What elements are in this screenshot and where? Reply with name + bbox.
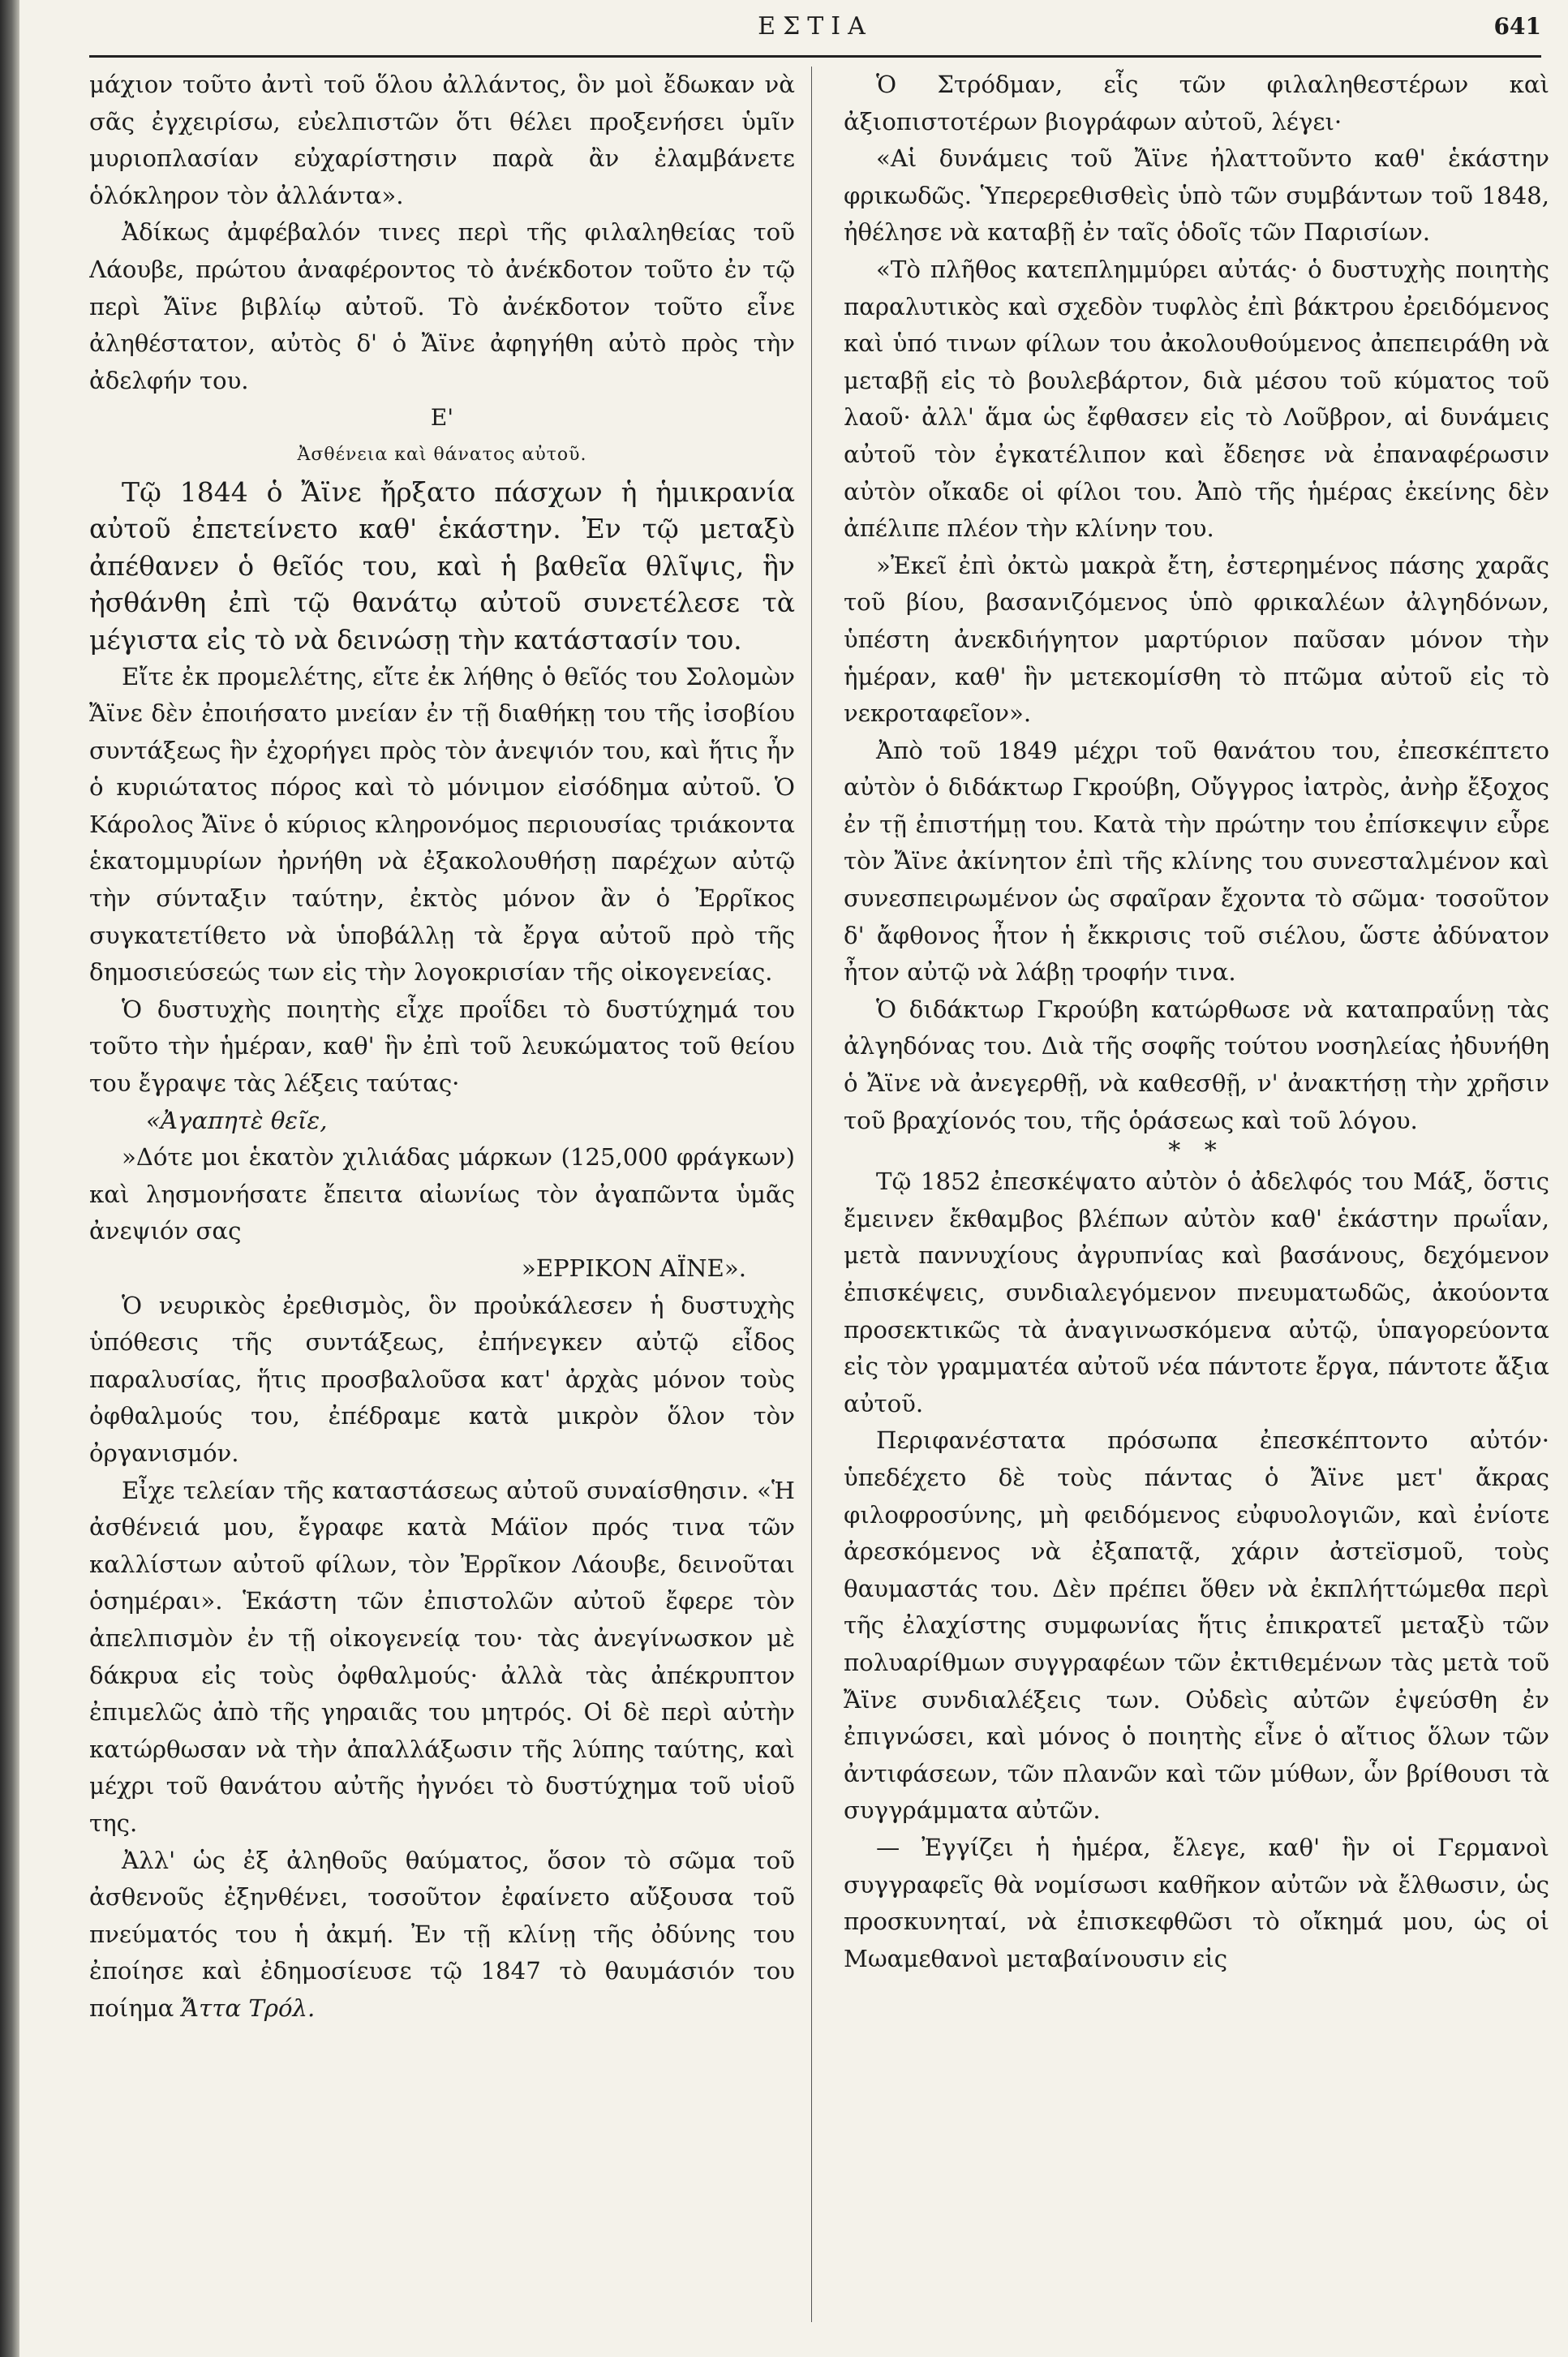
poem-title: Ἄττα Τρόλ.: [181, 1994, 316, 2022]
letter-signature: »ΕΡΡΙΚΟΝ ΑΪΝΕ».: [521, 1254, 746, 1282]
paragraph: Περιφανέστατα πρόσωπα ἐπεσκέπτοντο αὐτόν· ὑπεδέχετο δὲ τοὺς πάντας ὁ Ἄϊνε μετ' ἄκρας φιλοφροσύνης, μὴ φειδόμενος εὐφυολογιῶν, καὶ ἐνίοτε ἀρεσκόμενος νὰ ἐξαπατᾷ, χάριν ἀστεϊσμοῦ, τοὺς θαυμαστάς του. Δὲν πρέπει ὅθεν νὰ ἐκπλήττώμεθα περὶ τῆς ἐλαχίστης συμφωνίας ἥτις ἐπικρατεῖ μεταξὺ τῶν πολυαρίθμων συγγραφέων τῶν ἐκτιθεμένων τὰς μετὰ τοῦ Ἄϊνε συνδιαλέξεις των. Οὐδεὶς αὐτῶν ἐψεύσθη ἐν ἐπιγνώσει, καὶ μόνος ὁ ποιητὴς εἶνε ὁ αἴτιος ὅλων τῶν ἀντιφάσεων, τῶν πλανῶν καὶ τῶν μύθων, ὧν βρίθουσι τὰ συγγράμματα αὐτῶν.: [844, 1426, 1549, 1825]
left-column: [89, 67, 795, 2338]
paragraph: Εἴτε ἐκ προμελέτης, εἴτε ἐκ λήθης ὁ θεῖός του Σολομὼν Ἄϊνε δὲν ἐποιήσατο μνείαν ἐν τῇ διαθήκῃ του τῆς ἰσοβίου συντάξεως ἣν ἐχορήγει πρὸς τὸν ἀνεψιόν του, καὶ ἥτις ἦν ὁ κυριώτατος πόρος καὶ τὸ μόνιμον εἰσόδημα αὐτοῦ. Ὁ Κάρολος Ἄϊνε ὁ κύριος κληρονόμος περιουσίας τριάκοντα ἑκατομμυρίων ἠρνήθη νὰ ἐξακολουθήσῃ παρέχων αὐτῷ τὴν σύνταξιν ταύτην, ἐκτὸς μόνον ἂν ὁ Ἐρρῖκος συγκατετίθετο νὰ ὑποβάλλῃ τὰ ἔργα αὐτοῦ πρὸ τῆς δημοσιεύσεώς των εἰς τὴν λογοκρισίαν τῆς οἰκογενείας.: [89, 662, 795, 987]
book-binding-edge: [0, 0, 19, 2357]
paragraph: [89, 1843, 795, 2028]
paragraph: Τῷ 1844 ὁ Ἄϊνε ἤρξατο πάσχων ἡ ἡμικρανία αὐτοῦ ἐπετείνετο καθ' ἑκάστην. Ἐν τῷ μεταξὺ ἀπέθανεν ὁ θεῖός του, καὶ ἡ βαθεῖα θλῖψις, ἣν ἠσθάνθη ἐπὶ τῷ θανάτῳ αὐτοῦ συνετέλεσε τὰ μέγιστα εἰς τὸ νὰ δεινώσῃ τὴν κατάστασίν του.: [89, 475, 795, 656]
page-number: 641: [1493, 13, 1541, 40]
section-title: Ἀσθένεια καὶ θάνατος αὐτοῦ.: [297, 444, 587, 465]
paragraph: — Ἐγγίζει ἡ ἡμέρα, ἔλεγε, καθ' ἣν οἱ Γερμανοὶ συγγραφεῖς θὰ νομίσωσι καθῆκον αὐτῶν νὰ ἔλθωσιν, ὡς προσκυνηταί, νὰ ἐπισκεφθῶσι τὸ οἴκημά μου, ὡς οἱ Μωαμεθανοὶ μεταβαίνουσιν εἰς: [844, 1833, 1549, 1972]
paragraph: Ὁ νευρικὸς ἐρεθισμὸς, ὃν προὐκάλεσεν ἡ δυστυχὴς ὑπόθεσις τῆς συντάξεως, ἐπήνεγκεν αὐτῷ εἶδος παραλυσίας, ἥτις προσβαλοῦσα κατ' ἀρχὰς μόνον τοὺς ὀφθαλμούς του, ἐπέδραμε κατὰ μικρὸν ὅλον τὸν ὀργανισμόν.: [89, 1291, 795, 1467]
paragraph: Εἶχε τελείαν τῆς καταστάσεως αὐτοῦ συναίσθησιν. «Ἡ ἀσθένειά μου, ἔγραφε κατὰ Μάϊον πρός τινα τῶν καλλίστων αὐτοῦ φίλων, τὸν Ἐρρῖκον Λάουβε, δεινοῦται ὁσημέραι». Ἑκάστη τῶν ἐπιστολῶν αὐτοῦ ἔφερε τὸν ἀπελπισμὸν ἐν τῇ οἰκογενείᾳ του· τὰς ἀνεγίνωσκον μὲ δάκρυα εἰς τοὺς ὀφθαλμούς· ἀλλὰ τὰς ἀπέκρυπτον ἐπιμελῶς ἀπὸ τῆς γηραιᾶς του μητρός. Οἱ δὲ περὶ αὐτὴν κατώρθωσαν νὰ τὴν ἀπαλλάξωσιν τῆς λύπης ταύτης, καὶ μέχρι τοῦ θανάτου αὐτῆς ἠγνόει τὸ δυστύχημα τοῦ υἱοῦ της.: [89, 1476, 795, 1837]
paragraph-text: Ἀλλ' ὡς ἐξ ἀληθοῦς θαύματος, ὅσον τὸ σῶμα τοῦ ἀσθενοῦς ἐξηνθένει, τοσοῦτον ἐφαίνετο αὔξουσα τοῦ πνεύματός του ἡ ἀκμή. Ἐν τῇ κλίνῃ τῆς ὀδύνης του ἐποίησε καὶ ἐδημοσίευσε τῷ 1847 τὸ θαυμάσιόν του ποίημα: [89, 1846, 795, 2022]
section-break-stars: * *: [1168, 1137, 1225, 1166]
paragraph: Ἀπὸ τοῦ 1849 μέχρι τοῦ θανάτου του, ἐπεσκέπτετο αὐτὸν ὁ διδάκτωρ Γκρούβη, Οὔγγρος ἰατρὸς, ἀνὴρ ἔξοχος ἐν τῇ ἐπιστήμῃ του. Κατὰ τὴν πρώτην του ἐπίσκεψιν εὗρε τὸν Ἄϊνε ἀκίνητον ἐπὶ τῆς κλίνης του συνεσταλμένον καὶ συνεσπειρωμένον ὡς σφαῖραν ἔχοντα τὸ σῶμα· τοσοῦτον δ' ἄφθονος ἦτον ἡ ἔκκρισις τοῦ σιέλου, ὥστε ἀδύνατον ἦτον αὐτῷ νὰ λάβῃ τροφήν τινα.: [844, 736, 1549, 987]
paragraph: μάχιον τοῦτο ἀντὶ τοῦ ὅλου ἀλλάντος, ὃν μοὶ ἔδωκαν νὰ σᾶς ἐγχειρίσω, εὐελπιστῶν ὅτι θέλει προξενήσει ὑμῖν μυριοπλασίαν εὐχαρίστησιν παρὰ ἂν ἐλαμβάνετε ὁλόκληρον τὸν ἀλλάντα».: [89, 71, 795, 209]
letter-body: »Δότε μοι ἑκατὸν χιλιάδας μάρκων (125,000 φράγκων) καὶ λησμονήσατε ἔπειτα αἰωνίως τὸν ἀγαπῶντα ὑμᾶς ἀνεψιόν σας: [89, 1143, 795, 1245]
paragraph: Ὁ δυστυχὴς ποιητὴς εἶχε προΐδει τὸ δυστύχημά του τοῦτο τὴν ἡμέραν, καθ' ἣν ἐπὶ τοῦ λευκώματος τοῦ θείου του ἔγραψε τὰς λέξεις ταύτας·: [89, 995, 795, 1098]
column-divider: [811, 67, 812, 2322]
page-header: [89, 6, 1541, 45]
right-column: [844, 67, 1549, 2338]
section-number: Ε': [430, 404, 454, 432]
journal-title: ΕΣΤΙΑ: [758, 11, 873, 41]
paragraph: Ὁ διδάκτωρ Γκρούβη κατώρθωσε νὰ καταπραΰνῃ τὰς ἀλγηδόνας του. Διὰ τῆς σοφῆς τούτου νοσηλείας ἠδυνήθη ὁ Ἄϊνε νὰ ἀνεγερθῇ, νὰ καθεσθῇ, ν' ἀνακτήσῃ τὴν χρῆσιν τοῦ βραχίονός του, τῆς ὁράσεως καὶ τοῦ λόγου.: [844, 995, 1549, 1134]
paragraph: «Τὸ πλῆθος κατεπλημμύρει αὐτάς· ὁ δυστυχὴς ποιητὴς παραλυτικὸς καὶ σχεδὸν τυφλὸς ἐπὶ βάκτρου ἐρειδόμενος καὶ ὑπό τινων φίλων του ἀκολουθούμενος ἀπεπειράθη νὰ μεταβῇ εἰς τὸ βουλεβάρτον, διὰ μέσου τοῦ κύματος τοῦ λαοῦ· ἀλλ' ἅμα ὡς ἔφθασεν εἰς τὸ Λοῦβρον, αἱ δυνάμεις αὐτοῦ τὸν ἐγκατέλιπον καὶ ἔδεησε νὰ ἐπαναφέρωσιν αὐτὸν οἴκαδε οἱ φίλοι του. Ἀπὸ τῆς ἡμέρας ἐκείνης δὲν ἀπέλιπε πλέον τὴν κλίνην του.: [844, 255, 1549, 543]
header-rule: [89, 55, 1541, 58]
paragraph: Τῷ 1852 ἐπεσκέψατο αὐτὸν ὁ ἀδελφός του Μάξ, ὅστις ἔμεινεν ἔκθαμβος βλέπων αὐτὸν καθ' ἑκάστην πρωΐαν, μετὰ παννυχίους ἀγρυπνίας καὶ βασάνους, δεχόμενον ἐπισκέψεις, συνδιαλεγόμενον πνευματωδῶς, ἀκούοντα προσεκτικῶς τὰ ἀναγινωσκόμενα αὐτῷ, ὑπαγορεύοντα εἰς τὸν γραμματέα αὐτοῦ νέα πάντοτε ἔργα, πάντοτε ἄξια αὐτοῦ.: [844, 1168, 1549, 1417]
paragraph: «Αἱ δυνάμεις τοῦ Ἄϊνε ἠλαττοῦντο καθ' ἑκάστην φρικωδῶς. Ὑπερερεθισθεὶς ὑπὸ τῶν συμβάντων τοῦ 1848, ἠθέλησε νὰ καταβῇ ἐν ταῖς ὁδοῖς τῶν Παρισίων.: [844, 144, 1549, 247]
paragraph: Ὁ Στρόδμαν, εἷς τῶν φιλαληθεστέρων καὶ ἀξιοπιστοτέρων βιογράφων αὐτοῦ, λέγει·: [844, 71, 1549, 135]
letter-salutation: «Ἀγαπητὲ θεῖε,: [146, 1106, 328, 1134]
paragraph: »Ἐκεῖ ἐπὶ ὀκτὼ μακρὰ ἔτη, ἐστερημένος πάσης χαρᾶς τοῦ βίου, βασανιζόμενος ὑπὸ φρικαλέων ἀλγηδόνων, ὑπέστη ἀνεκδιήγητον μαρτύριον παῦσαν μόνον τὴν ἡμέραν, καθ' ἣν μετεκομίσθη τὸ πτῶμα αὐτοῦ εἰς τὸ νεκροταφεῖον».: [844, 551, 1549, 728]
paragraph: Ἀδίκως ἀμφέβαλόν τινες περὶ τῆς φιλαληθείας τοῦ Λάουβε, πρώτου ἀναφέροντος τὸ ἀνέκδοτον τοῦτο ἐν τῷ περὶ Ἄϊνε βιβλίῳ αὐτοῦ. Τὸ ἀνέκδοτον τοῦτο εἶνε ἀληθέστατον, αὐτὸς δ' ὁ Ἄϊνε ἀφηγήθη αὐτὸ πρὸς τὴν ἀδελφήν του.: [89, 218, 795, 394]
